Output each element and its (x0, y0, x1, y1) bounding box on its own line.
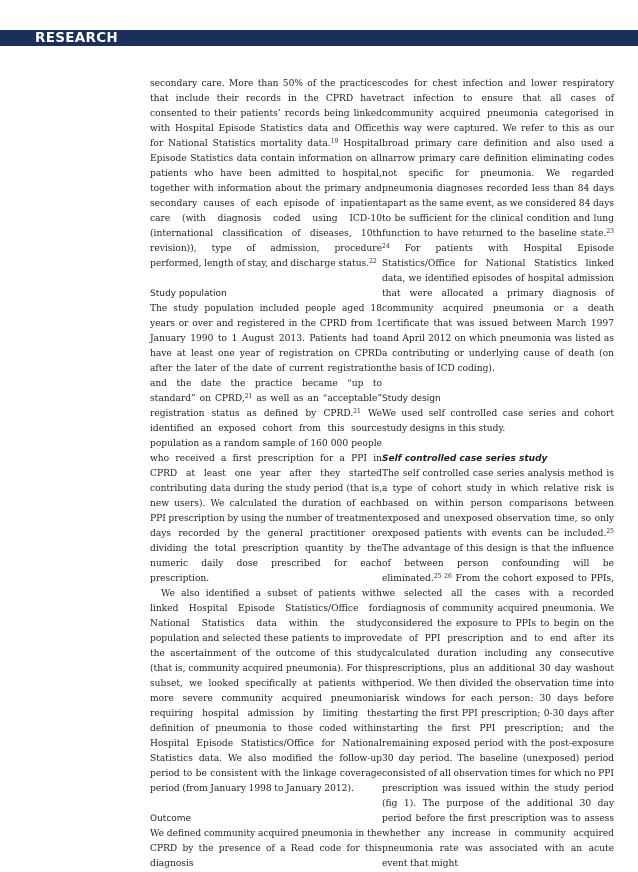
section-heading-study-design: Study design (382, 394, 441, 404)
paragraph-text: The advantage of this design is that the influence of between person confounding will be eliminated. (382, 544, 614, 584)
outcome-paragraph: We defined community acquired pneumonia in the CPRD by the presence of a Read code for this diagnosis (150, 829, 382, 869)
citation-ref: 19 (330, 138, 339, 145)
paragraph-text: codes for chest infection and lower respiratory tract infection to ensure that all cases of community acquired pneumonia categorised in this way were captured. We refer to this as our broad primary care definition and also used a narrow primary care definition eliminating codes not specific for pneumonia. We regarded pneumonia diagnoses recorded less than 84 days apart as the same event, as we considered 84 days to be sufficient for the clinical condition and lung function to have returned to the baseline state. (382, 79, 614, 239)
section-heading-study-population: Study population (150, 289, 227, 299)
study-population-paragraph-2: We also identified a subset of patients with linked Hospital Episode Statistics/Office for National Statistics data within the study population and selected these patients to improve the ascertainment of the outcome of this study (that is, community acquired pneumonia). For this subset, we looked specifically at patients with more severe community acquired pneumonia requiring hospital admission by limiting the definition of pneumonia to those coded within Hospital Episode Statistics/Office for National Statistics data. We also modified the follow-up period to be consistent with the linkage coverage period (from January 1998 to January 2012). (150, 589, 382, 794)
paragraph-text: For patients with Hospital Episode Statistics/Office for National Statistics linked data, we identified episodes of hospital admission that were allocated a primary diagnosis of community acquired pneumonia or a death certificate that was issued between March 1997 and April 2012 on which pneumonia was listed as a contributing or underlying cause of death (on the basis of ICD coding). (382, 244, 614, 374)
paragraph-text: Hospital Episode Statistics data contain information on all patients who have been admitted to hospital, together with information about the primary and secondary causes of each episode of inpatient care (with diagnosis coded using ICD-10 (international classification of diseases, 10th revision)), type of admission, procedure performed, length of stay, and discharge status. (150, 139, 382, 269)
citation-ref: 21 (244, 393, 253, 400)
right-column (382, 77, 614, 872)
study-population-paragraph (150, 302, 382, 587)
paragraph-text: The self controlled case series analysis method is a type of cohort study in which relative risk is based on within person comparisons between exposed and unexposed observation time, so only exposed patients with events can be included. (382, 469, 614, 539)
citation-ref: 25 (606, 528, 614, 535)
paragraph-text: The study population included people aged 18 years or over and registered in the CPRD from 1 January 1990 to 1 August 2013. Patients had to have at least one year of registration on CPRD after the later of the date of current registration and the date the practice became “up to standard” on CPRD, (150, 304, 382, 404)
sccs-paragraph (382, 467, 614, 872)
section-label: RESEARCH (35, 30, 119, 46)
citation-ref: 23 24 (382, 228, 614, 250)
continued-paragraph (150, 77, 382, 272)
paragraph-text: secondary care. More than 50% of the practices that include their records in the CPRD have consented to their patients’ records being linked with Hospital Episode Statistics data and Office for National Statistics mortality data. (150, 79, 382, 149)
citation-ref: 25 26 (433, 573, 452, 580)
subheading-self-controlled-case-series: Self controlled case series study (382, 454, 548, 464)
continued-paragraph (382, 77, 614, 377)
study-design-paragraph: We used self controlled case series and cohort study designs in this study. (382, 409, 614, 434)
paragraph-text: We identified an exposed cohort from this source population as a random sample of 160 000 people who received a first prescription for a PPI in CPRD at least one year after they started contributing data during the study period (that is, new users). We calculated the duration of each PPI prescription by using the number of treatment days recorded by the general practitioner or dividing the total prescription quantity by the numeric daily dose prescribed for each prescription. (150, 409, 383, 584)
citation-ref: 22 (369, 258, 377, 265)
citation-ref: 21 (353, 408, 361, 415)
paragraph-text: as well as an “acceptable” registration status as defined by CPRD. (150, 394, 382, 419)
left-column (150, 77, 382, 872)
section-heading-outcome: Outcome (150, 814, 192, 824)
paragraph-text: From the cohort exposed to PPIs, we selected all the cases with a recorded diagnosis of community acquired pneumonia. We considered the exposure to PPIs to begin on the date of PPI prescription and to end after its calculated duration including any consecutive prescriptions, plus an additional 30 day washout period. We then divided the observation time into risk windows for each person: 30 days before starting the first PPI prescription; 0-30 days after starting the first PPI prescription; and the remaining exposed period with the post-exposure 30 day period. The baseline (unexposed) period consisted of all observation times for which no PPI prescription was issued within the study period (fig 1). The purpose of the additional 30 day period before the first prescription was to assess whether any increase in community acquired pneumonia rate was associated with an acute event that might (382, 574, 614, 869)
